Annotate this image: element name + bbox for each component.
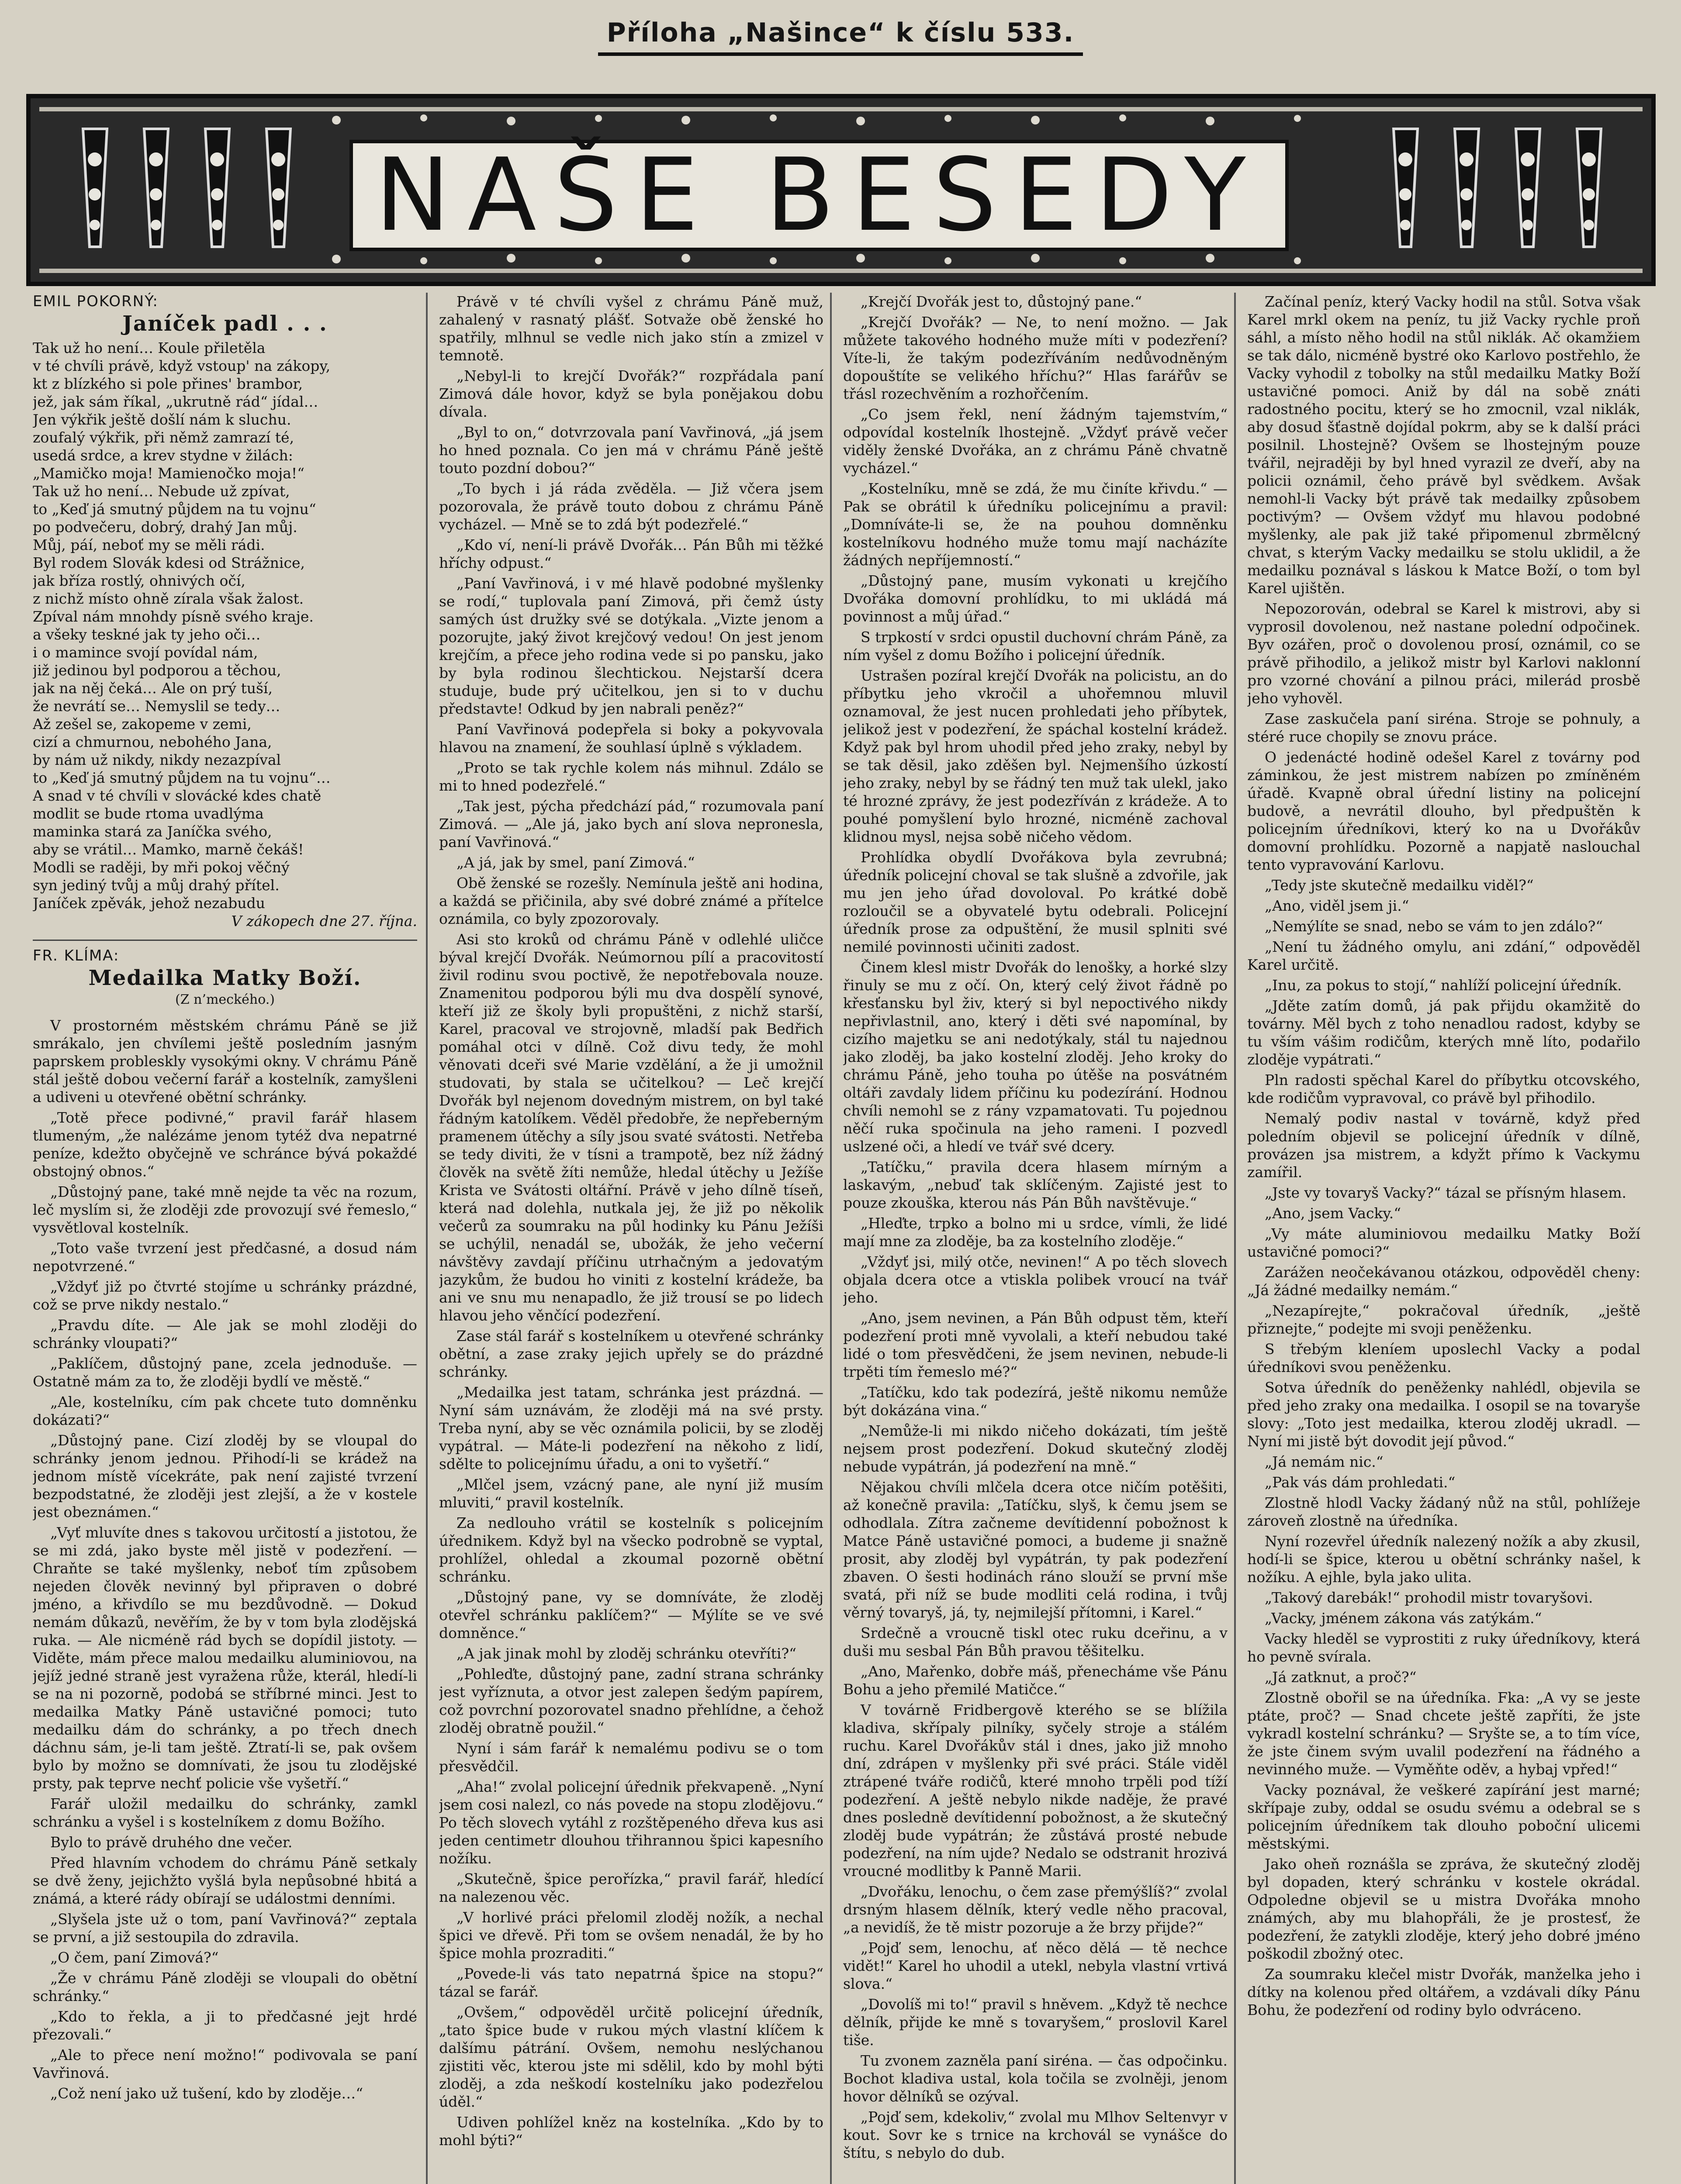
story-paragraph: Před hlavním vchodem do chrámu Páně setkaly se dvě ženy, jejichžto vyšlá byla nepůsobné hbitá a známá, a které rády obírají se událostmi denními. xyxy=(33,1854,417,1907)
story-paragraph: „Totě přece podivné,“ pravil farář hlasem tlumeným, „že nalézáme jenom tytéž dva nepatrné peníze, kdežto obyčejně ve schránce bývá pokaždé obstojný obnos.“ xyxy=(33,1109,417,1180)
supplement-header xyxy=(0,17,1681,48)
story-paragraph: Zlostně hlodl Vacky žádaný nůž na stůl, pohlížeje zároveň zlostně na úředníka. xyxy=(1247,1494,1640,1529)
story-paragraph: Farář uložil medailku do schránky, zamkl schránku a vyšel i s kostelníkem z domu Božího. xyxy=(33,1795,417,1830)
poem-line: kt z blízkého si pole přines' brambor, xyxy=(33,375,303,392)
story-paragraph: Obě ženské se rozešly. Nemínula ještě ani hodina, a každá se přičinila, aby své dobré známé a přítelce oznámila, co byly zpozorovaly. xyxy=(439,874,823,927)
story-paragraph: „Inu, za pokus to stojí,“ nahlíží policejní úředník. xyxy=(1265,977,1622,994)
poem-title: Janíček padl . . . xyxy=(122,311,328,336)
story-paragraph: „Já nemám nic.“ xyxy=(1265,1453,1384,1470)
story-paragraph: V továrně Fridbergově kterého se se blížila kladiva, skřípaly pilníky, syčely stroje a stálém ruchu. Karel Dvořákův stál i dnes, jako již mnoho dní, zdrápen v myšlenky při své práci. Stále viděl ztrápené tváře rodičů, které mnoho trpěli pod tíží podezření. A ještě nebylo nikde naděje, že pravé dnes posledně devítidenní pobožnost, a že skutečný zloděj bude vypátrán; že zůstává prosté nebude podezření, na ním ujde? Nedalo se odstranit hrozivá vroucné modlitby k Panně Marii. xyxy=(843,1701,1228,1880)
story-paragraph: „Důstojný pane. Cizí zloděj by se vloupal do schránky jenom jednou. Přihodí-li se krádež na jednom místě vícekráte, pak není zajisté tvrzení bezpodstatné, že zloději jest zlejší, a že v kostele jest obeznámen.“ xyxy=(33,1432,417,1521)
story-paragraph: Bylo to právě druhého dne večer. xyxy=(50,1834,293,1851)
poem-line: cizí a chmurnou, nebohého Jana, xyxy=(33,733,272,750)
story-column-1-text xyxy=(33,1016,417,2102)
story-paragraph: „Nebyl-li to krejčí Dvořák?“ rozpřádala paní Zimová dále hovor, když se byla ponějakou dobu dívala. xyxy=(439,367,823,420)
story-paragraph: „Že v chrámu Páně zloději se vloupali do obětní schránky.“ xyxy=(33,1970,417,2004)
story-paragraph: „Pohleďte, důstojný pane, zadní strana schránky jest vyříznuta, a otvor jest zalepen šedým papírem, což povrchní pozorovatel snadno přehlídne, a čehož zloděj obratně použil.“ xyxy=(439,1666,823,1736)
poem-line: usedá srdce, a krev stydne v žilách: xyxy=(33,447,293,464)
story-paragraph: „Tak jest, pýcha předchází pád,“ rozumovala paní Zimová. — „Ale já, jako bych aní slova nepronesla, paní Vavřinová.“ xyxy=(439,798,823,850)
poem-line: modlit se bude rtoma uvadlýma xyxy=(33,805,264,822)
story-paragraph: „Tatíčku, kdo tak podezírá, ještě nikomu nemůže být dokázána vina.“ xyxy=(843,1384,1228,1419)
poem-line: Tak už ho není… Koule přiletěla xyxy=(33,339,266,356)
story-paragraph: „Ale, kostelníku, cím pak chcete tuto domněnku dokázati?“ xyxy=(33,1393,417,1428)
poem-author: EMIL POKORNÝ: xyxy=(33,293,159,310)
story-paragraph: O jedenácté hodině odešel Karel z továrny pod záminkou, že jest mistrem nabízen po zmíněném úřadě. Kvapně obral úřední listiny na policejní budově, a nevrátil dlouho, byl předpuštěn k policejním úředníkovi, který ko na u Dvořákův domovní prohlídku. Pozorně a napjatě naslouchal tento vypravování Karlovu. xyxy=(1247,749,1640,873)
story-paragraph: „Mlčel jsem, vzácný pane, ale nyní již musím mluviti,“ pravil kostelník. xyxy=(439,1476,823,1511)
column-rule xyxy=(1234,293,1236,2184)
story-paragraph: „Aha!“ zvolal policejní úřednik překvapeně. „Nyní jsem cosi nalezl, co nás povede na stopu zlodějovu.“ Po těch slovech vytáhl z rozštěpeného dřeva kus asi jeden centimetr dlouhou třihrannou špici kapesního nožíku. xyxy=(439,1778,823,1867)
poem-line: z nichž místo ohně zírala však žalost. xyxy=(33,590,304,607)
story-paragraph: „Ano, jsem nevinen, a Pán Bůh odpust těm, kteří podezření proti mně vyvolali, a kteří nebudou také lidé o tom přesvědčeni, že jsem nevinen, nebude-li trpěti tím řemeslo mé?“ xyxy=(843,1310,1228,1380)
story-paragraph: Pln radosti spěchal Karel do příbytku otcovského, kde rodičům vypravoval, co právě byl přihodilo. xyxy=(1247,1071,1640,1106)
story-paragraph: „Povede-li vás tato nepatrná špice na stopu?“ tázal se farář. xyxy=(439,1965,823,2000)
story-paragraph: Srdečně a vroucně tiskl otec ruku dceřinu, a v duši mu sesbal Pán Bůh pravou těšitelku. xyxy=(843,1624,1228,1659)
story-paragraph: „Medailka jest tatam, schránka jest prázdná. — Nyní sám uznávám, že zloději má na své prsty. Treba nyní, aby se věc oznámila policii, by se zloděj vypátral. — Máte-li podezření na někoho z lidí, sdělte to policejnímu úřadu, a oni to vyšetří.“ xyxy=(439,1384,823,1472)
story-paragraph: Zase zaskučela paní siréna. Stroje se pohnuly, a stéré ruce chopily se znovu práce. xyxy=(1247,710,1640,745)
story-paragraph: „Toto vaše tvrzení jest předčasné, a dosud nám nepotvrzené.“ xyxy=(33,1240,417,1275)
poem-line: zoufalý výkřik, při němž zamrazí té, xyxy=(33,429,294,446)
column-rule xyxy=(426,293,428,2184)
story-paragraph: „Tatíčku,“ pravila dcera hlasem mírným a laskavým, „nebuď tak sklíčeným. Zajisté jest to pouze zkouška, kterou nás Pán Bůh navštěvuje.“ xyxy=(843,1158,1228,1211)
story-paragraph: Udiven pohlížel kněz na kostelníka. „Kdo by to mohl býti?“ xyxy=(439,2114,823,2149)
story-title: Medailka Matky Boží. xyxy=(88,966,362,990)
poem-line: i o mamince svojí povídal nám, xyxy=(33,644,258,661)
story-paragraph: Právě v té chvíli vyšel z chrámu Páně muž, zahalený v rasnatý plášť. Sotvaže obě ženské ho spatřily, mlhnul se vedle nich jako stín a zmizel v temnotě. xyxy=(439,293,823,364)
story-paragraph: „Vacky, jménem zákona vás zatýkám.“ xyxy=(1265,1610,1542,1627)
story-paragraph: Prohlídka obydlí Dvořákova byla zevrubná; úředník policejní choval se tak slušně a zdvořile, jak mu jen jeho úřad dovoloval. Po krátké době rozloučil se a obyvatelé bytu odebrali. Policejní úředník prose za odpuštění, že musil splniti své nemilé povinnosti učiniti zadost. xyxy=(843,849,1228,955)
story-paragraph: „Co jsem řekl, není žádným tajemstvím,“ odpovídal kostelník lhostejně. „Vždyť právě večer viděly ženské Dvořáka, an z chrámu Páně chvatně vycházel.“ xyxy=(843,406,1228,477)
story-paragraph: S trpkostí v srdci opustil duchovní chrám Páně, za ním vyšel z domu Božího i policejní úředník. xyxy=(843,629,1228,663)
story-paragraph: Tu zvonem zazněla paní siréna. — čas odpočinku. Bochot kladiva ustal, kola točila se zvolněji, jenom hovor dělníků se ozýval. xyxy=(843,2052,1228,2105)
story-paragraph: „Kdo to řekla, a ji to předčasné jejt hrdé přezovali.“ xyxy=(33,2008,417,2043)
story-paragraph: Nepozorován, odebral se Karel k mistrovi, aby si vyprosil dovolenou, než nastane polední odpočinek. Byv ozářen, proč o dovolenou prosí, oznámil, co se právě přihodilo, a jelikož mistr byl Karlovi naklonní pro vzorné chování a pilnou práci, milerád prosbě jeho vyhověl. xyxy=(1247,600,1640,707)
story-paragraph: „Skutečně, špice perořízka,“ pravil farář, hledící na nalezenou věc. xyxy=(439,1870,823,1905)
story-paragraph: „A jak jinak mohl by zloděj schránku otevříti?“ xyxy=(457,1645,797,1662)
story-paragraph: „Pojď sem, kdekoliv,“ zvolal mu Mlhov Seltenvyr v kout. Sovr ke s trnice na krchovál se vynášce do štítu, s nebylo do dub. xyxy=(843,2108,1228,2161)
story-paragraph: „Ano, Mařenko, dobře máš, přenecháme vše Pánu Bohu a jeho přemilé Matičce.“ xyxy=(843,1663,1228,1698)
story-paragraph: Asi sto kroků od chrámu Páně v odlehlé uličce býval krejčí Dvořák. Neúmornou pílí a pracovitostí živil rodinu svou poctivě, že nepotřebovala nouze. Znamenitou podporou býli mu dva dospělí synové, kteří již ze školy byli propuštěni, z nichž starší, Karel, pracoval ve strojovně, mladší pak Bedřich pomáhal otci v dílně. Což divu tedy, že mohl věnovati dceři své Marie vzdělání, a že ji umožnil studovati, by stala se učitelkou? — Leč krejčí Dvořák byl nejenom dovedným mistrem, on byl také řádným katolíkem. Věděl předobře, že nepřeberným pramenem útěchy a síly jsou svaté svátosti. Netřeba se tedy diviti, že v tísni a trampotě, bez níž žádný člověk na světě žíti nemůže, hledal útěchy u Ježíše Krista ve Svátosti oltářní. Právě v jeho dílně tíseň, která nad dolehla, nutkala jej, že již po několik večerů za soumraku na půl hodinky ku Pánu Ježíši se uchýlil, nenadál se, ubožák, že jeho večerní návštěvy zavdají příčinu utrhačným a jedovatým jazykům, že budou ho viniti z kostelní krádeže, ba ani ve snu mu nenapadlo, že již trousí se po lidech hlavou jeho věnčící podezření. xyxy=(439,931,823,1324)
poem-line: jak bříza rostlý, ohnivých očí, xyxy=(33,572,246,589)
story-paragraph: „Krejčí Dvořák? — Ne, to není možno. — Jak můžete takového hodného muže míti v podezření? Víte-li, že takým podezříváním nedůvodněným dopouštíte se velikého hříchu?“ Hlas farářův se třásl rozechvěním a rozhořčením. xyxy=(843,314,1228,402)
story-paragraph: Jako oheň roznášla se zpráva, že skutečný zloděj byl dopaden, který schránku v kostele okrádal. Odpoledne objevil se u mistra Dvořáka mnoho známých, aby mu blahopřáli, že je prostesť, že podezření, že zatykli zloděje, který jeho dobré jméno poškodil zbožný otec. xyxy=(1247,1856,1640,1962)
story-paragraph: „Nezapírejte,“ pokračoval úředník, „ještě přiznejte,“ podejte mi svoji peněženku. xyxy=(1247,1302,1640,1337)
story-paragraph: „Proto se tak rychle kolem nás mihnul. Zdálo se mi to hned podezřelé.“ xyxy=(439,759,823,794)
story-paragraph: Zlostně obořil se na úředníka. Fka: „A vy se jeste ptáte, proč? — Snad chcete ještě zapříti, že jste vykradl kostelní schránku? — Sryšte se, a to tím více, že jste činem svým uvalil podezření na řádného a nevinného muže. — Vyměňte oděv, a hybaj vpřed!“ xyxy=(1247,1689,1640,1778)
story-paragraph: Nějakou chvíli mlčela dcera otce ničím potěšiti, až konečně pravila: „Tatíčku, slyš, k čemu jsem se odhodlala. Zítra začneme devítidenní pobožnost k Matce Páně ustavičné pomoci, a budeme ji snažně prosit, aby zloděj byl vypátrán, ty pak podezření zbaven. O šesti hodinách ráno slouží se první mše svatá, při níž se bude modliti celá rodina, i tvůj věrný tovaryš, já, ty, nejmilejší přítomni, i Karel.“ xyxy=(843,1479,1228,1621)
story-paragraph: Nemalý podiv nastal v továrně, když před poledním objevil se policejní úředník v dílně, provázen jsa mistrem, a kdyžt přímo k Vackymu zamířil. xyxy=(1247,1110,1640,1181)
poem-line: Můj, páí, neboť my se měli rádi. xyxy=(33,536,265,553)
poem-line: A snad v té chvíli v slovácké kdes chatě xyxy=(33,787,322,804)
story-paragraph: „Pojď sem, lenochu, ať něco dělá — tě nechce vidět!“ Karel ho uhodil a utekl, nebyla vlastní vrtivá slova.“ xyxy=(843,1939,1228,1992)
story-paragraph: „Ano, viděl jsem ji.“ xyxy=(1265,897,1409,914)
story-paragraph: Činem klesl mistr Dvořák do lenošky, a horké slzy řinuly se mu z očí. On, který celý život řádně po křesťansku byl živ, který si byl nepoctivého nikdy nepřivlastnil, ano, který i děti své napomínal, by cizího majetku se ani nedotýkaly, stál tu najednou jako zloděj, ba jako kostelní zloděj. Jeho kroky do chrámu Páně, jeho touha po útěše na posvátném oltáři zavdaly lidem příčinu ku podezírání. Hodnou chvíli nemohl se z rány vzpamatovati. Tu pojednou něčí ruka spočinula na jeho rameni. I pozvedl uslzené oči, a hledí ve tvář své dcery. xyxy=(843,959,1228,1155)
poem-line: jak na něj čeká… Ale on prý tuší, xyxy=(33,680,273,697)
story-paragraph: „Vy máte aluminiovou medailku Matky Boží ustavičné pomoci?“ xyxy=(1247,1225,1640,1260)
story-paragraph: „Pak vás dám prohledati.“ xyxy=(1265,1474,1456,1491)
story-paragraph: „V horlivé práci přelomil zloděj nožík, a nechal špici ve dřevě. Při tom se ovšem nenadál, že by ho špice mohla prozraditi.“ xyxy=(439,1909,823,1962)
story-paragraph: „Není tu žádného omylu, ani zdání,“ odpověděl Karel určitě. xyxy=(1247,938,1640,973)
poem-line: to „Keď já smutný půjdem na tu vojnu“… xyxy=(33,769,331,786)
poem-line: již jedinou byl podporou a těchou, xyxy=(33,662,281,679)
poem-line: Modli se raději, by mři pokoj věčný xyxy=(33,859,290,876)
story-paragraph: „Důstojný pane, musím vykonati u krejčího Dvořáka domovní prohlídku, to mi ukládá má povinnost a můj úřad.“ xyxy=(843,572,1228,625)
poem-body xyxy=(33,339,417,912)
story-paragraph: Za soumraku klečel mistr Dvořák, manželka jeho i dítky na kolenou před oltářem, a vzdávali díky Pánu Bohu, že podezření od rodiny bylo odvráceno. xyxy=(1247,1966,1640,2018)
story-paragraph: „Dovolíš mi to!“ pravil s hněvem. „Když tě nechce dělník, přijde ke mně s tovaryšem,“ proslovil Karel tiše. xyxy=(843,1996,1228,2049)
column-4 xyxy=(1247,293,1640,2184)
story-paragraph: Sotva úředník do peněženky nahlédl, objevila se před jeho zraky ona medailka. I osopil se na tovaryše slovy: „Toto jest medailka, kterou zloděj ukradl. — Nyní mi jistě být dovodit její původ.“ xyxy=(1247,1379,1640,1450)
poem-line: že nevrátí se… Nemyslil se tedy… xyxy=(33,698,280,715)
supplement-text: Příloha „Našince“ k číslu 533. xyxy=(598,17,1083,56)
poem-line: maminka stará za Janíčka svého, xyxy=(33,823,272,840)
story-paragraph: Vacky poznával, že veškeré zapírání jest marné; skřípaje zuby, oddal se osudu svému a odebral se s policejním úředníkem tak dlouho poboční ulicemi městskými. xyxy=(1247,1781,1640,1852)
column-3 xyxy=(843,293,1228,2184)
story-paragraph: „Dvořáku, lenochu, o čem zase přemýšlíš?“ zvolal drsným hlasem dělník, který vedle něho pracoval, „a nevidíš, že tě mistr pozoruje a že brzy přijde?“ xyxy=(843,1883,1228,1936)
story-paragraph: Nyní rozevřel úředník nalezený nožík a aby zkusil, hodí-li se špice, kterou u obětní schránky našel, k nožíku. A ejhle, byla jako ulita. xyxy=(1247,1533,1640,1586)
poem-line: by nám už nikdy, nikdy nezazpíval xyxy=(33,751,281,768)
story-paragraph: „Takový darebák!“ prohodil mistr tovaryšovi. xyxy=(1265,1589,1593,1606)
story-paragraph: Paní Vavřinová podepřela si boky a pokyvovala hlavou na znamení, že souhlasí úplně s výkladem. xyxy=(439,721,823,756)
poem-line: Tak už ho není… Nebude už zpívat, xyxy=(33,483,290,500)
story-author: FR. KLÍMA: xyxy=(33,947,120,964)
story-paragraph: Vacky hleděl se vyprostiti z ruky úředníkovy, která ho pevně svírala. xyxy=(1247,1630,1640,1665)
story-paragraph: „Vždyť jsi, milý otče, nevinen!“ A po těch slovech objala dcera otce a vtiskla polibek vroucí na tvář jeho. xyxy=(843,1253,1228,1306)
column-1 xyxy=(33,293,417,2184)
story-paragraph: „Ano, jsem Vacky.“ xyxy=(1265,1205,1401,1222)
story-paragraph: „A já, jak by smel, paní Zimová.“ xyxy=(457,854,695,871)
poem-line: syn jediný tvůj a můj drahý přítel. xyxy=(33,877,280,894)
story-paragraph: Za nedlouho vrátil se kostelník s policejním úřednikem. Když byl na všecko podrobně se vyptal, prohlížel, ohledal a zkoumal pozorně obětní schránku. xyxy=(439,1514,823,1585)
story-paragraph: „Což není jako už tušení, kdo by zloděje…“ xyxy=(50,2085,363,2102)
story-paragraph: „Slyšela jste už o tom, paní Vavřinová?“ zeptala se první, a již sestoupila do zdravila. xyxy=(33,1911,417,1946)
section-divider xyxy=(33,940,417,941)
story-paragraph: „Paní Vavřinová, i v mé hlavě podobné myšlenky se rodí,“ tuplovala paní Zimová, při čemž ústy samých úst družky své se dotýkala. „Vizte jenom a pozorujte, jaký život krejčový vedou! On jest jenom krejčím, a přece jeho rodina vede si po pansku, jako by byla rodinou šlechtickou. Nejstarší dcera studuje, bude prý učitelkou, jen si to v duchu představte! Odkud by jen nabrali peněz?“ xyxy=(439,575,823,717)
story-paragraph: Zase stál farář s kostelníkem u otevřené schránky obětní, a zase zraky jejich upřely se do prázdné schránky. xyxy=(439,1327,823,1380)
masthead-banner xyxy=(26,94,1656,286)
story-paragraph: „Jste vy tovaryš Vacky?“ tázal se přísným hlasem. xyxy=(1265,1184,1627,1201)
story-paragraph: „Jděte zatím domů, já pak přijdu okamžitě do továrny. Měl bych z toho nenadlou radost, kdyby se tu vším vášim rodičům, kterých mně líto, podařilo zloděje vypátrati.“ xyxy=(1247,997,1640,1068)
story-paragraph: Zarážen neočekávanou otázkou, odpověděl cheny: „Já žádné medailky nemám.“ xyxy=(1247,1264,1640,1299)
story-paragraph: „Ale to přece není možno!“ podivovala se paní Vavřinová. xyxy=(33,2046,417,2081)
story-paragraph: „Vždyť již po čtvrté stojíme u schránky prázdné, což se prve nikdy nestalo.“ xyxy=(33,1278,417,1313)
story-paragraph: S třebým kleníem uposlechl Vacky a podal úředníkovi svou peněženku. xyxy=(1247,1341,1640,1375)
column-2 xyxy=(439,293,823,2184)
story-paragraph: Ustrašen pozíral krejčí Dvořák na policistu, an do příbytku jeho vkročil a uhořemnou mluvil oznamoval, že jest nucen prohledati jeho příbytek, jelikož jest v podezření, že spáchal kostelní krádež. Když pak byl hrom uhodil před jeho zraky, nebyl by se tak děsil, jako zděšen byl. Nejmenšího úzkostí jeho zraky, nebyl by se řádný ten muž tak ulekl, jako té hrozné zprávy, že jest podezříván z krádeže. A to pouhé pomyšlení bylo hrozné, nicméně zachoval klidnou mysl, nejsa sobě ničeho vědom. xyxy=(843,667,1228,845)
poem-line: v té chvíli právě, když vstoup' na zákopy, xyxy=(33,357,331,374)
masthead-title: NAŠE BESEDY xyxy=(375,137,1263,254)
masthead-title-box xyxy=(349,137,1289,254)
poem-date: V zákopech dne 27. října. xyxy=(231,912,417,930)
story-paragraph: „Pravdu díte. — Ale jak se mohl zloději do schránky vloupati?“ xyxy=(33,1317,417,1351)
poem-line: jež, jak sám říkal, „ukrutně rád“ jídal… xyxy=(33,393,318,410)
poem-line: „Mamičko moja! Mamienočko moja!“ xyxy=(33,465,305,482)
poem-line: Zpíval nám mnohdy písně svého kraje. xyxy=(33,608,314,625)
story-paragraph: Nyní i sám farář k nemalému podivu se o tom přesvědčil. xyxy=(439,1740,823,1775)
poem-line: Jen výkřik ještě došlí nám k sluchu. xyxy=(33,411,291,428)
story-paragraph: „Nemýlíte se snad, nebo se vám to jen zdálo?“ xyxy=(1265,918,1603,935)
story-paragraph: „To bych i já ráda zvěděla. — Již včera jsem pozorovala, že právě touto dobou z chrámu Páně vycházel. — Mně se to zdá být podezřelé.“ xyxy=(439,480,823,533)
poem-line: po podvečeru, dobrý, drahý Jan můj. xyxy=(33,518,297,536)
poem-line: to „Keď já smutný půjdem na tu vojnu“ xyxy=(33,501,316,518)
story-paragraph: „Ovšem,“ odpověděl určitě policejní úředník, „tato špice bude v rukou mých vlastní klíčem k dalšímu pátrání. Ovšem, nemohu neslýchanou zjistiti věc, kterou jste mi sdělil, kdo by mohl býti zloděj, a zda neškodí kostelníku jako podezřelou úděl.“ xyxy=(439,2004,823,2110)
story-paragraph: V prostorném městském chrámu Páně se již smrákalo, jen chvílemi ještě posledním jasným paprskem probleskly vysokými okny. V chrámu Páně stál ještě dobou večerní farář a kostelník, zamyšleni a udiveni u otevřené obětní schránky. xyxy=(33,1017,417,1106)
poem-line: aby se vrátil… Mamko, marně čekáš! xyxy=(33,841,304,858)
story-paragraph: „O čem, paní Zimová?“ xyxy=(50,1949,219,1966)
story-paragraph: „Hleďte, trpko a bolno mi u srdce, vímli, že lidé mají mne za zloděje, ba za kostelního zloděje.“ xyxy=(843,1215,1228,1250)
poem-line: Až zešel se, zakopeme v zemi, xyxy=(33,715,252,733)
story-paragraph: „Krejčí Dvořák jest to, důstojný pane.“ xyxy=(861,293,1142,310)
story-paragraph: „Já zatknut, a proč?“ xyxy=(1265,1669,1417,1686)
poem-line: Byl rodem Slovák kdesi od Strážnice, xyxy=(33,554,305,571)
story-paragraph: „Paklíčem, důstojný pane, zcela jednoduše. — Ostatně mám za to, že zloději bydlí ve městě.“ xyxy=(33,1355,417,1390)
poem-line: Janíček zpěvák, jehož nezabudu xyxy=(33,895,265,912)
story-paragraph: „Byl to on,“ dotvrzovala paní Vavřinová, „já jsem ho hned poznala. Co jen má v chrámu Páně ještě touto pozdní dobou?“ xyxy=(439,424,823,477)
story-paragraph: Začínal peníz, který Vacky hodil na stůl. Sotva však Karel mrkl okem na peníz, tu již Vacky rychle proň sáhl, a místo něho hodil na stůl niklák. Ač okamžiem se tak dálo, nicméně bystré oko Karlovo postřehlo, že Vacky vyhodil z tobolky na stůl medailku Matky Boží ustavičné pomoci. Aniž by dál na sobě znáti radostného pocitu, který se ho zmocnil, vzal niklák, aby dosud šťastně dojídal pokrm, aby se k další práci posilnil. Lhostejně? Ovšem se lhostejným pouze tvářil, nejraději by byl hned vyrazil ze dveří, aby na policii oznámil, čeho právě byl svědkem. Avšak nemohl-li Vacky být právě tak medailky způsobem poctivým? — Ovšem vždyť mu hlavou podobné myšlenky, ale pak již také připomenul zbrmělcný chvat, s kterým Vacky medailku se stolu uklidil, a že medailku poznával s láskou k Matce Boží, o tom byl Karel ujištěn. xyxy=(1247,293,1640,597)
poem-line: a všeky teskné jak ty jeho oči… xyxy=(33,626,261,643)
story-paragraph: „Tedy jste skutečně medailku viděl?“ xyxy=(1265,877,1534,894)
story-subtitle: (Z n’meckého.) xyxy=(175,992,275,1007)
story-paragraph: „Důstojný pane, vy se domníváte, že zloděj otevřel schránku paklíčem?“ — Mýlíte se ve své domněnce.“ xyxy=(439,1589,823,1641)
story-paragraph: „Vyť mluvíte dnes s takovou určitostí a jistotou, že se mi zdá, jako byste měl jistě v podezření. — Chraňte se také myšlenky, neboť tím způsobem nejeden člověk nevinný byl připraven o dobré jméno, a křivdílo se mu bezdůvodně. — Dokud nemám důkazů, nevěřím, že by v tom byla zlodějská ruka. — Ale nicméně rád bych se dopídil jistoty. — Viděte, mám přece malou medailku aluminiovou, na jejíž jedné straně jest vyražena růže, kterál, hledí-li se na ni pozorně, podobá se stříbrné minci. Jest to medailka Matky Páně ustavičné pomoci; tuto medailku dám do schránky, a po třech dnech dáchnu sám, je-li tam ještě. Ztratí-li se, pak ovšem bylo by možno se domnívati, že jsou tu zlodějské prsty, pak teprve nechť policie vše vyšetří.“ xyxy=(33,1524,417,1792)
story-paragraph: „Kdo ví, není-li právě Dvořák… Pán Bůh mi těžké hříchy odpust.“ xyxy=(439,536,823,571)
story-paragraph: „Kostelníku, mně se zdá, že mu činíte křivdu.“ — Pak se obrátil k úředníku policejnímu a pravil: „Domníváte-li se, že na pouhou domněnku kostelníkovu hodného muže tomu mají nacházíte žádných nepříjemností.“ xyxy=(843,480,1228,569)
column-rule xyxy=(830,293,832,2184)
story-paragraph: „Nemůže-li mi nikdo ničeho dokázati, tím ještě nejsem prost podezření. Dokud skutečný zloděj nebude vypátrán, já podezření na mně.“ xyxy=(843,1422,1228,1475)
story-paragraph: „Důstojný pane, také mně nejde ta věc na rozum, leč myslím si, že zloději zde provozují své řemeslo,“ vysvětloval kostelník. xyxy=(33,1183,417,1236)
